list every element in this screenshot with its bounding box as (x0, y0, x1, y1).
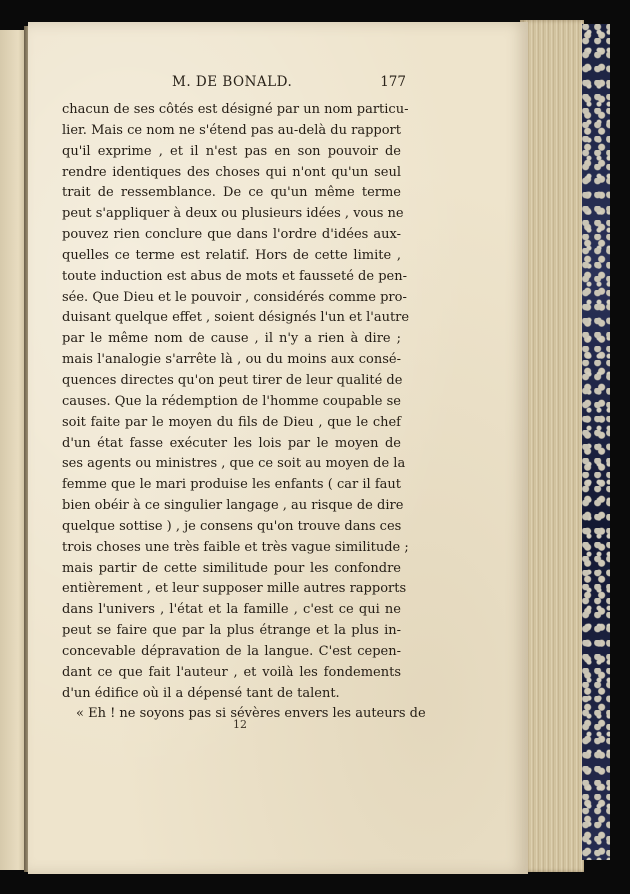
text-line: ses agents ou ministres , que ce soit au moyen de la (62, 456, 406, 472)
text-line: sée. Que Dieu et le pouvoir , considérés comme pro- (62, 289, 407, 305)
text-line: qu'il exprime , et il n'est pas en son pouvoir de (62, 143, 401, 159)
text-line: soit faite par le moyen du fils de Dieu , que le chef (62, 414, 401, 430)
text-line: causes. Que la rédemption de l'homme coupable se (62, 393, 401, 409)
text-line: bien obéir à ce singulier langage , au risque de dire (62, 498, 404, 514)
text-line: lier. Mais ce nom ne s'étend pas au-delà du rapport (62, 122, 401, 138)
text-line: pouvez rien conclure que dans l'ordre d'idées aux- (62, 227, 401, 243)
text-line: d'un état fasse exécuter les lois par le moyen de (62, 435, 401, 451)
text-line: dans l'univers , l'état et la famille , c'est ce qui ne (62, 602, 401, 618)
text-line: peut s'appliquer à deux ou plusieurs idées , vous ne (62, 206, 404, 222)
text-line: mais partir de cette similitude pour les confondre (62, 560, 401, 576)
text-line: quelles ce terme est relatif. Hors de cette limite , (62, 247, 401, 263)
page-block-edges (520, 20, 584, 872)
body-text (62, 100, 426, 725)
running-header (80, 74, 406, 94)
text-line: peut se faire que par la plus étrange et la plus in- (62, 623, 401, 639)
facing-page-edge (0, 30, 26, 870)
text-line: mais l'analogie s'arrête là , ou du moins aux consé- (62, 352, 401, 368)
signature-mark: 12 (233, 718, 247, 731)
text-line: par le même nom de cause , il n'y a rien à dire ; (62, 331, 401, 347)
text-line: femme que le mari produise les enfants ( car il faut (62, 477, 401, 493)
text-line: quelque sottise ) , je consens qu'on trouve dans ces (62, 518, 402, 534)
text-line: dant ce que fait l'auteur , et voilà les fondements (62, 664, 401, 680)
text-line: entièrement , et leur supposer mille autres rapports (62, 581, 407, 597)
text-line: toute induction est abus de mots et fausseté de pen- (62, 268, 407, 284)
text-line: d'un édifice où il a dépensé tant de talent. (62, 685, 340, 701)
text-line: rendre identiques des choses qui n'ont qu'un seul (62, 164, 401, 180)
text-line: quences directes qu'on peut tirer de leur qualité de (62, 372, 403, 388)
text-line: duisant quelque effet , soient désignés l'un et l'autre (62, 310, 410, 326)
text-line: concevable dépravation de la langue. C'est cepen- (62, 643, 401, 659)
marbled-cover (582, 24, 610, 860)
text-line: trois choses une très faible et très vague similitude ; (62, 539, 409, 555)
text-line: trait de ressemblance. De ce qu'un même terme (62, 185, 401, 201)
text-line: « Eh ! ne soyons pas si sévères envers les auteurs de (76, 706, 426, 722)
page-number: 177 (380, 74, 406, 90)
text-line: chacun de ses côtés est désigné par un nom particu- (62, 102, 409, 117)
running-title: M. DE BONALD. (172, 74, 293, 90)
